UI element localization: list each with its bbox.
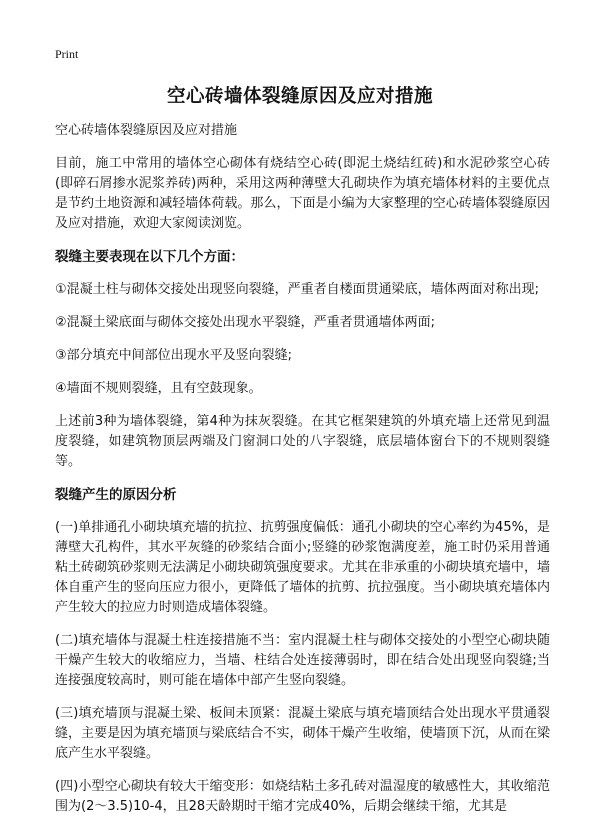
article-body xyxy=(55,121,550,830)
cause-paragraph: (二)填充墙体与混凝土柱连接措施不当：室内混凝土柱与砌体交接处的小型空心砌块随干燥产生较大的收缩应力，当墙、柱结合处连接薄弱时，即在结合处出现竖向裂缝;当连接强度较高时，则可能在墙体中部产生竖向裂缝。 xyxy=(55,633,550,688)
page-title: 空心砖墙体裂缝原因及应对措施 xyxy=(166,86,433,107)
article-subtitle: 空心砖墙体裂缝原因及应对措施 xyxy=(55,123,238,138)
section-heading-causes: 裂缝产生的原因分析 xyxy=(55,487,177,503)
cause-paragraph: (三)填充墙顶与混凝土梁、板间未顶紧：混凝土梁底与填充墙顶结合处出现水平贯通裂缝，主要是因为填充墙顶与梁底结合不实，砌体干燥产生收缩，使墙顶下沉，从而在梁底产生水平裂缝。 xyxy=(55,706,550,761)
summary-paragraph: 上述前3种为墙体裂缝，第4种为抹灰裂缝。在其它框架建筑的外填充墙上还常见到温度裂缝，如建筑物顶层两端及门窗洞口处的八字裂缝，底层墙体窗台下的不规则裂缝等。 xyxy=(55,414,550,469)
crack-type-item: ①混凝土柱与砌体交接处出现竖向裂缝，严重者自楼面贯通梁底，墙体两面对称出现; xyxy=(55,282,540,297)
intro-paragraph: 目前，施工中常用的墙体空心砌体有烧结空心砖(即泥土烧结红砖)和水泥砂浆空心砖(即碎石屑掺水泥浆养砖)两种，采用这两种薄壁大孔砌块作为填充墙体材料的主要优点是节约土地资源和减轻墙体荷载。那么，下面是小编为大家整理的空心砖墙体裂缝原因及应对措施，欢迎大家阅读浏览。 xyxy=(55,156,550,231)
cause-paragraph: (四)小型空心砌块有较大干缩变形：如烧结粘土多孔砖对温湿度的敏感性大，其收缩范围为(2～3.5)10-4，且28天龄期时干缩才完成40%，后期会继续干缩，尤其是 xyxy=(55,779,550,814)
cause-paragraph: (一)单排通孔小砌块填充墙的抗拉、抗剪强度偏低：通孔小砌块的空心率约为45%，是薄壁大孔构件，其水平灰缝的砂浆结合面小;竖缝的砂浆饱满度差，施工时仍采用普通粘土砖砌筑砂浆则无法满足小砌块砌筑强度要求。尤其在非承重的小砌块填充墙中，墙体自重产生的竖向压应力很小，更降低了墙体的抗剪、抗拉强度。当小砌块填充墙体内产生较大的拉应力时则造成墙体裂缝。 xyxy=(55,520,550,615)
crack-type-item: ③部分填充中间部位出现水平及竖向裂缝; xyxy=(55,348,293,363)
crack-type-item: ②混凝土梁底面与砌体交接处出现水平裂缝，严重者贯通墙体两面; xyxy=(55,315,436,330)
print-link[interactable]: Print xyxy=(55,47,79,61)
section-heading-manifestations: 裂缝主要表现在以下几个方面： xyxy=(55,249,244,265)
crack-type-item: ④墙面不规则裂缝，且有空鼓现象。 xyxy=(55,381,262,396)
